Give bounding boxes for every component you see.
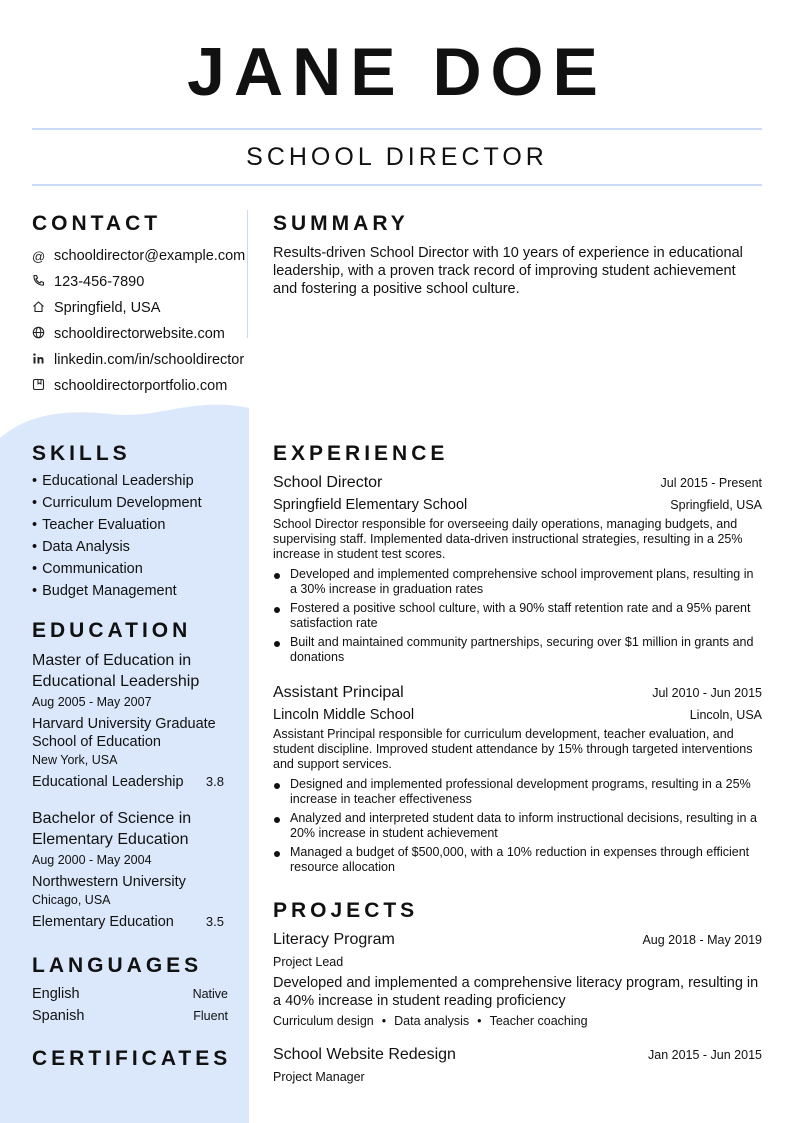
contact-portfolio-text: schooldirectorportfolio.com [54, 378, 228, 394]
experience-heading: EXPERIENCE [273, 442, 449, 465]
contact-phone[interactable] [32, 269, 245, 295]
project-description: Developed and implemented a comprehensive literacy program, resulting in a 40% increase in student reading proficiency [273, 975, 759, 1009]
experience-description: Assistant Principal responsible for curriculum development, teacher evaluation, and student discipline. Improved student attendance by 15% through targeted interventions and support services. [273, 727, 753, 771]
phone-icon [32, 274, 54, 290]
experience-role: School Director [273, 474, 383, 491]
experience-bullet: Fostered a positive school culture, with a 90% staff retention rate and a 95% parent satisfaction rate [273, 601, 762, 631]
education-entry [32, 808, 228, 931]
job-title: SCHOOL DIRECTOR [246, 143, 548, 171]
summary-text: Results-driven School Director with 10 years of experience in educational leadership, with a proven track record of improving student achievement and fostering a positive school culture. [273, 245, 743, 297]
globe-icon [32, 326, 54, 342]
header-divider-bottom [32, 184, 762, 186]
education-location: New York, USA [32, 753, 118, 767]
contact-heading: CONTACT [32, 212, 162, 235]
contact-email-text: schooldirector@example.com [54, 248, 246, 264]
at-icon: @ [32, 248, 46, 264]
experience-bullet: Analyzed and interpreted student data to inform instructional decisions, resulting in a 20% increase in student achievement [273, 811, 762, 841]
skills-list [32, 470, 228, 602]
education-field-row [32, 773, 228, 791]
header-divider-top [32, 128, 762, 130]
language-level: Native [192, 987, 228, 1001]
skill-item: • Budget Management [32, 580, 228, 602]
languages-heading: LANGUAGES [32, 954, 203, 977]
education-gpa: 3.5 [205, 914, 224, 929]
project-role: Project Lead [273, 955, 344, 969]
experience-org: Springfield Elementary School [273, 497, 468, 513]
certificates-heading: CERTIFICATES [32, 1047, 232, 1070]
project-tag: Teacher coaching [489, 1014, 588, 1028]
contact-location-text: Springfield, USA [54, 300, 161, 316]
contact-portfolio[interactable] [32, 373, 245, 399]
language-row [32, 983, 228, 1005]
contact-phone-text: 123-456-7890 [54, 274, 145, 290]
experience-bullet: Developed and implemented comprehensive school improvement plans, resulting in a 30% increase in graduation rates [273, 567, 762, 597]
summary-heading: SUMMARY [273, 212, 409, 235]
project-dates: Aug 2018 - May 2019 [642, 933, 762, 947]
skill-item: • Teacher Evaluation [32, 514, 228, 536]
home-icon [32, 300, 54, 316]
project-dates: Jan 2015 - Jun 2015 [648, 1048, 762, 1062]
project-tag: Curriculum design [273, 1014, 374, 1028]
education-heading: EDUCATION [32, 619, 192, 642]
contact-linkedin[interactable] [32, 347, 245, 373]
experience-bullet: Designed and implemented professional development programs, resulting in a 25% increase in teacher effectiveness [273, 777, 762, 807]
experience-location: Lincoln, USA [689, 708, 762, 722]
project-tag: Data analysis [394, 1014, 470, 1028]
contact-website-text: schooldirectorwebsite.com [54, 326, 225, 342]
tag-separator: • [477, 1014, 482, 1028]
skills-heading: SKILLS [32, 442, 131, 465]
contact-website[interactable] [32, 321, 245, 347]
education-field-row [32, 913, 228, 931]
skill-item: • Educational Leadership [32, 470, 228, 492]
project-entry [273, 1045, 762, 1085]
education-school: Harvard University Graduate School of Education [32, 716, 216, 750]
project-role: Project Manager [273, 1070, 365, 1084]
education-entry [32, 650, 228, 791]
language-row [32, 1005, 228, 1027]
education-degree: Bachelor of Science in Elementary Education [32, 810, 192, 848]
education-dates: Aug 2005 - May 2007 [32, 695, 152, 709]
education-dates: Aug 2000 - May 2004 [32, 853, 152, 867]
project-tags [273, 1013, 762, 1029]
skill-item: • Curriculum Development [32, 492, 228, 514]
education-location: Chicago, USA [32, 893, 111, 907]
experience-entry [273, 683, 762, 879]
contact-email[interactable] [32, 243, 245, 269]
skill-item: • Data Analysis [32, 536, 228, 558]
skill-item: • Communication [32, 558, 228, 580]
education-field: Elementary Education [32, 914, 174, 930]
project-name: School Website Redesign [273, 1046, 456, 1063]
experience-bullets [273, 567, 762, 665]
projects-heading: PROJECTS [273, 899, 419, 922]
contact-list [32, 243, 245, 399]
experience-bullet: Built and maintained community partnerships, securing over $1 million in grants and donations [273, 635, 762, 665]
linkedin-icon [32, 352, 54, 368]
project-name: Literacy Program [273, 931, 395, 948]
contact-linkedin-text: linkedin.com/in/schooldirector [54, 352, 245, 368]
tag-separator: • [381, 1014, 387, 1028]
column-divider [247, 210, 248, 338]
experience-bullets [273, 777, 762, 875]
experience-dates: Jul 2015 - Present [660, 476, 762, 490]
experience-role: Assistant Principal [273, 684, 404, 701]
education-field: Educational Leadership [32, 774, 184, 790]
languages-list [32, 983, 228, 1027]
experience-org: Lincoln Middle School [273, 707, 415, 723]
portfolio-icon [32, 378, 54, 394]
education-gpa: 3.8 [205, 774, 224, 789]
candidate-name: JANE DOE [187, 34, 607, 110]
education-degree: Master of Education in Educational Leadership [32, 652, 200, 690]
experience-location: Springfield, USA [670, 498, 762, 512]
experience-description: School Director responsible for overseeing daily operations, managing budgets, and supervising staff. Implemented data-driven instructional strategies, resulting in a 25% increase in student test scores. [273, 517, 743, 561]
language-name: English [32, 986, 80, 1002]
experience-dates: Jul 2010 - Jun 2015 [652, 686, 762, 700]
contact-location [32, 295, 245, 321]
language-name: Spanish [32, 1008, 85, 1024]
language-level: Fluent [193, 1009, 228, 1023]
project-entry [273, 930, 762, 1029]
education-school: Northwestern University [32, 874, 186, 890]
experience-bullet: Managed a budget of $500,000, with a 10% reduction in expenses through efficient resource allocation [273, 845, 762, 875]
experience-entry [273, 473, 762, 669]
